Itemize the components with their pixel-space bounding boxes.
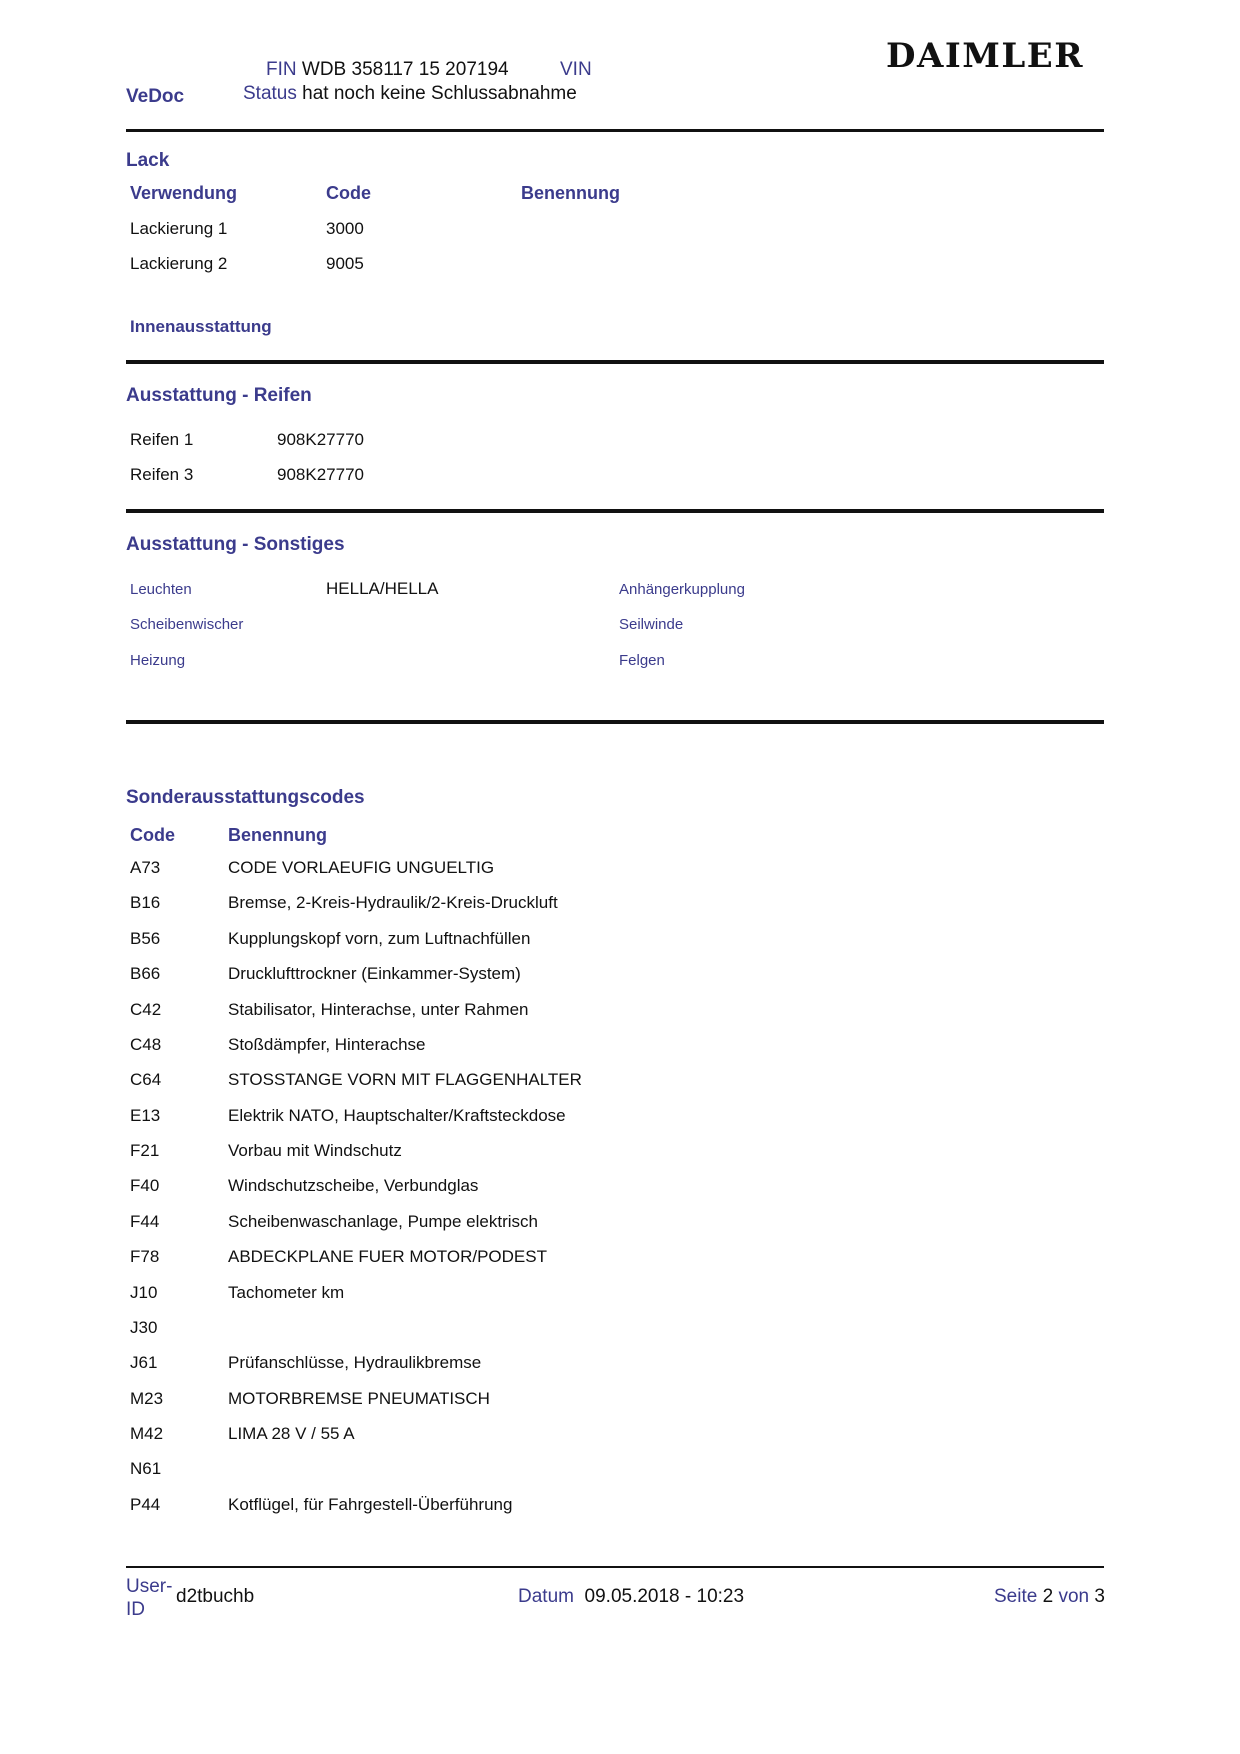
section-title-sonderausstattung: Sonderausstattungscodes <box>126 787 365 808</box>
reifen-value: 908K27770 <box>277 430 364 449</box>
col-header-code: Code <box>130 825 175 845</box>
fin-line <box>266 59 509 81</box>
row-code: B66 <box>130 964 161 983</box>
row-name: Drucklufttrockner (Einkammer-System) <box>228 964 521 983</box>
row-name: LIMA 28 V / 55 A <box>228 1424 355 1443</box>
divider <box>126 509 1104 513</box>
row-name: STOSSTANGE VORN MIT FLAGGENHALTER <box>228 1070 582 1089</box>
row-code: C48 <box>130 1035 162 1054</box>
von-label: von <box>1058 1586 1090 1607</box>
row-code: C64 <box>130 1070 162 1089</box>
row-code: F40 <box>130 1176 160 1195</box>
row-code: M42 <box>130 1424 164 1443</box>
user-id-label-line1: User- <box>126 1576 173 1597</box>
row-code: J30 <box>130 1318 158 1337</box>
datum-line <box>518 1586 744 1608</box>
datum-value: 09.05.2018 - 10:23 <box>584 1586 745 1607</box>
row-name: Kotflügel, für Fahrgestell-Überführung <box>228 1495 513 1514</box>
row-name: CODE VORLAEUFIG UNGUELTIG <box>228 858 495 877</box>
row-name: Vorbau mit Windschutz <box>228 1141 402 1160</box>
row-name: Stabilisator, Hinterachse, unter Rahmen <box>228 1000 529 1019</box>
row-name: Windschutzscheibe, Verbundglas <box>228 1176 479 1195</box>
fin-label: FIN <box>266 59 297 80</box>
app-name: VeDoc <box>126 86 185 107</box>
lack-row-code: 9005 <box>326 254 364 273</box>
col-header-benennung: Benennung <box>521 183 620 203</box>
row-name: Scheibenwaschanlage, Pumpe elektrisch <box>228 1212 538 1231</box>
user-id-value: d2tbuchb <box>176 1586 255 1607</box>
reifen-value: 908K27770 <box>277 465 364 484</box>
innenausstattung-label: Innenausstattung <box>130 317 272 336</box>
felgen-label: Felgen <box>619 652 665 669</box>
section-title-reifen: Ausstattung - Reifen <box>126 385 312 406</box>
row-code: N61 <box>130 1459 162 1478</box>
seilwinde-label: Seilwinde <box>619 616 684 633</box>
fin-value: WDB 358117 15 207194 <box>301 59 509 80</box>
page-indicator <box>994 1586 1105 1608</box>
vin-label: VIN <box>560 59 592 80</box>
row-code: F44 <box>130 1212 160 1231</box>
scheibenwischer-label: Scheibenwischer <box>130 616 244 633</box>
col-header-verwendung: Verwendung <box>130 183 238 203</box>
col-header-code: Code <box>326 183 371 203</box>
col-header-benennung: Benennung <box>228 825 327 845</box>
datum-label: Datum <box>518 1586 574 1607</box>
row-code: B56 <box>130 929 161 948</box>
divider <box>126 360 1104 364</box>
status-label: Status <box>243 83 297 104</box>
seite-total: 3 <box>1094 1586 1105 1607</box>
heizung-label: Heizung <box>130 652 186 669</box>
row-code: J10 <box>130 1283 158 1302</box>
section-title-lack: Lack <box>126 150 170 171</box>
row-name: ABDECKPLANE FUER MOTOR/PODEST <box>228 1247 547 1266</box>
row-name: MOTORBREMSE PNEUMATISCH <box>228 1389 490 1408</box>
row-name: Stoßdämpfer, Hinterachse <box>228 1035 426 1054</box>
lack-row-verwendung: Lackierung 1 <box>130 219 228 238</box>
row-code: M23 <box>130 1389 164 1408</box>
row-code: J61 <box>130 1353 158 1372</box>
row-name: Bremse, 2-Kreis-Hydraulik/2-Kreis-Druckluft <box>228 893 558 912</box>
leuchten-value: HELLA/HELLA <box>326 579 439 598</box>
row-code: F78 <box>130 1247 160 1266</box>
seite-label: Seite <box>994 1586 1038 1607</box>
divider <box>126 1566 1104 1568</box>
anhaengerkupplung-label: Anhängerkupplung <box>619 581 745 598</box>
status-value: hat noch keine Schlussabnahme <box>302 83 577 104</box>
daimler-logo: DAIMLER <box>886 36 1084 76</box>
row-name: Elektrik NATO, Hauptschalter/Kraftsteckdose <box>228 1106 566 1125</box>
row-code: F21 <box>130 1141 160 1160</box>
row-name: Kupplungskopf vorn, zum Luftnachfüllen <box>228 929 531 948</box>
leuchten-label: Leuchten <box>130 581 192 598</box>
row-name: Prüfanschlüsse, Hydraulikbremse <box>228 1353 482 1372</box>
row-code: B16 <box>130 893 161 912</box>
status-line <box>243 83 577 105</box>
row-name: Tachometer km <box>228 1283 345 1302</box>
seite-current: 2 <box>1042 1586 1054 1607</box>
row-code: C42 <box>130 1000 162 1019</box>
section-title-sonstiges: Ausstattung - Sonstiges <box>126 534 345 555</box>
lack-row-verwendung: Lackierung 2 <box>130 254 228 273</box>
reifen-label: Reifen 1 <box>130 430 194 449</box>
row-code: P44 <box>130 1495 161 1514</box>
lack-row-code: 3000 <box>326 219 364 238</box>
row-code: E13 <box>130 1106 161 1125</box>
user-id-label-line2: ID <box>126 1599 145 1620</box>
reifen-label: Reifen 3 <box>130 465 194 484</box>
divider <box>126 720 1104 724</box>
row-code: A73 <box>130 858 161 877</box>
divider <box>126 129 1104 132</box>
